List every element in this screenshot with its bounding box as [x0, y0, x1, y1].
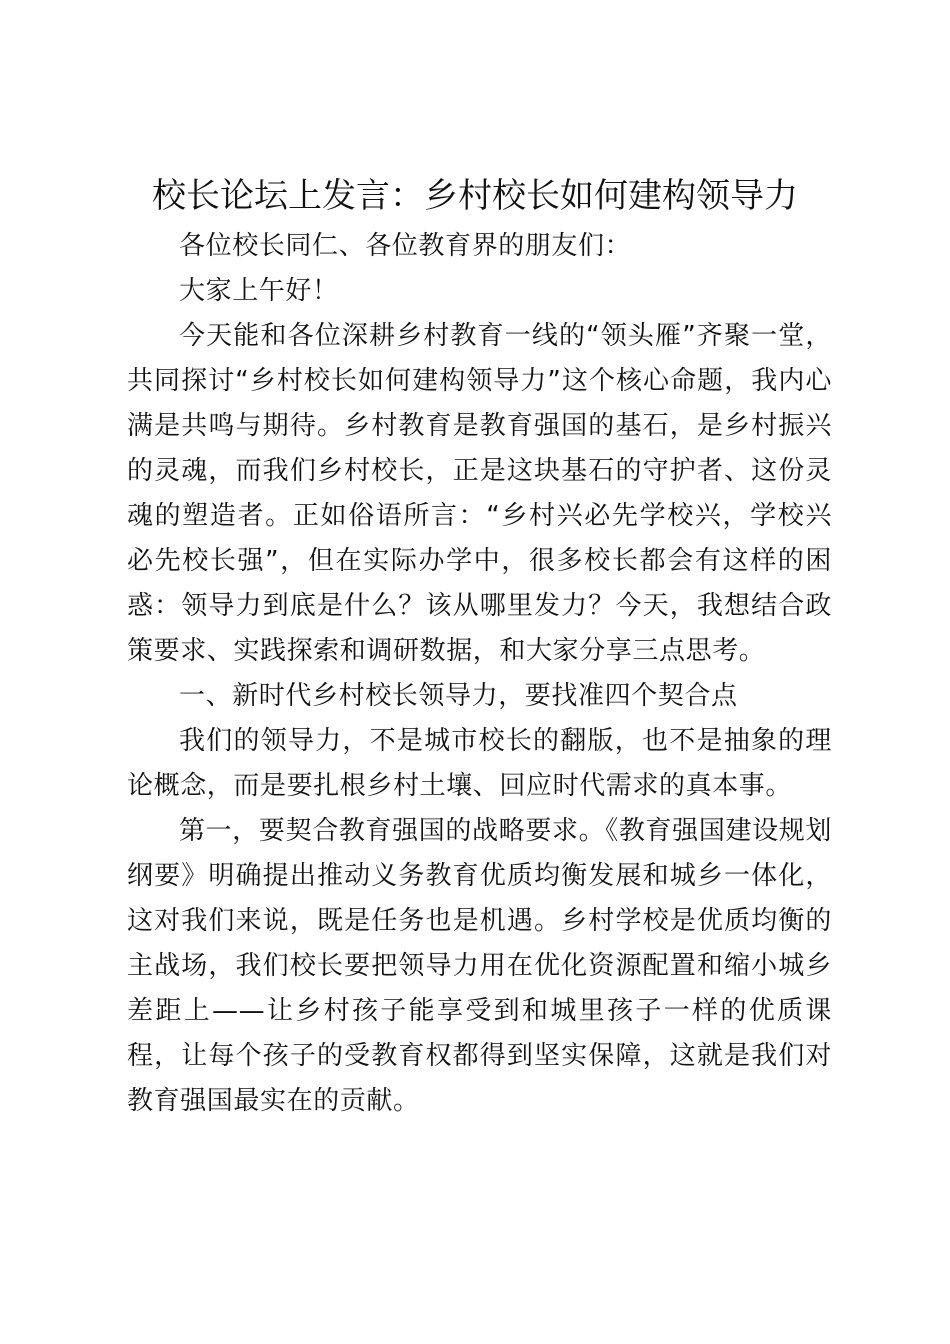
section-1-intro-paragraph: 我们的领导力，不是城市校长的翻版，也不是抽象的理论概念，而是要扎根乡村土壤、回应时代需求的真本事。	[127, 726, 832, 801]
document-body	[127, 224, 832, 1124]
point-1-paragraph: 第一，要契合教育强国的战略要求。《教育强国建设规划纲要》明确提出推动义务教育优质均衡发展和城乡一体化，这对我们来说，既是任务也是机遇。乡村学校是优质均衡的主战场，我们校长要把领导力用在优化资源配置和缩小城乡差距上——让乡村孩子能享受到和城里孩子一样的优质课程，让每个孩子的受教育权都得到坚实保障，这就是我们对教育强国最实在的贡献。	[127, 816, 832, 1116]
salutation: 各位校长同仁、各位教育界的朋友们：	[179, 231, 632, 261]
greeting: 大家上午好！	[179, 276, 339, 306]
section-heading-1: 一、新时代乡村校长领导力，要找准四个契合点	[179, 681, 738, 711]
document-title: 校长论坛上发言：乡村校长如何建构领导力	[152, 176, 798, 216]
opening-paragraph: 今天能和各位深耕乡村教育一线的“领头雁”齐聚一堂，共同探讨“乡村校长如何建构领导力”这个核心命题，我内心满是共鸣与期待。乡村教育是教育强国的基石，是乡村振兴的灵魂，而我们乡村校长，正是这块基石的守护者、这份灵魂的塑造者。正如俗语所言：“乡村兴必先学校兴，学校兴必先校长强”，但在实际办学中，很多校长都会有这样的困惑：领导力到底是什么？该从哪里发力？今天，我想结合政策要求、实践探索和调研数据，和大家分享三点思考。	[127, 321, 832, 666]
